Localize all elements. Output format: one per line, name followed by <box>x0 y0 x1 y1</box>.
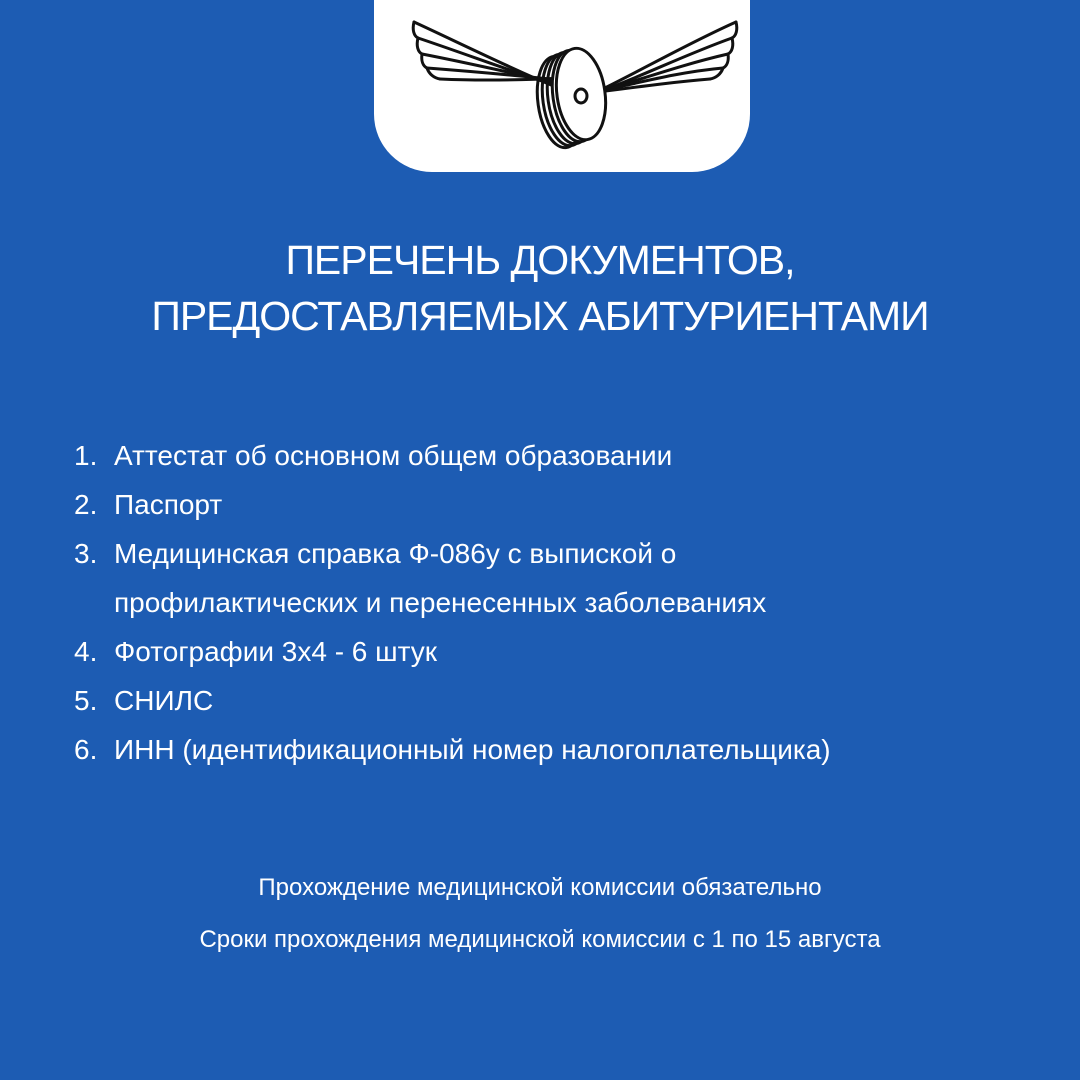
title-line-2: ПРЕДОСТАВЛЯЕМЫХ АБИТУРИЕНТАМИ <box>151 293 929 339</box>
item-number: 5. <box>74 685 98 716</box>
list-item <box>74 627 1074 676</box>
title-line-1: ПЕРЕЧЕНЬ ДОКУМЕНТОВ, <box>285 237 795 283</box>
list-item <box>74 431 1074 480</box>
item-number: 3. <box>74 538 98 569</box>
winged-wheel-icon <box>374 0 750 172</box>
item-text: Медицинская справка Ф-086у с выпиской о профилактических и перенесенных заболеваниях <box>114 538 767 618</box>
logo-tab <box>374 0 750 172</box>
list-item <box>74 480 1074 529</box>
note-medical-dates: Сроки прохождения медицинской комиссии с 1 по 15 августа <box>199 926 881 953</box>
list-item <box>74 676 1074 725</box>
item-number: 1. <box>74 440 98 471</box>
item-text: Паспорт <box>114 489 223 520</box>
list-item <box>74 725 1074 774</box>
item-number: 2. <box>74 489 98 520</box>
note-medical-required: Прохождение медицинской комиссии обязательно <box>258 874 822 901</box>
item-number: 6. <box>74 734 98 765</box>
documents-list <box>74 431 1074 774</box>
page-title <box>0 232 1080 344</box>
item-number: 4. <box>74 636 98 667</box>
item-text: Фотографии 3х4 - 6 штук <box>114 636 438 667</box>
item-text: ИНН (идентификационный номер налогоплательщика) <box>114 734 831 765</box>
item-text: СНИЛС <box>114 685 214 716</box>
item-text: Аттестат об основном общем образовании <box>114 440 673 471</box>
list-item <box>74 529 1074 627</box>
